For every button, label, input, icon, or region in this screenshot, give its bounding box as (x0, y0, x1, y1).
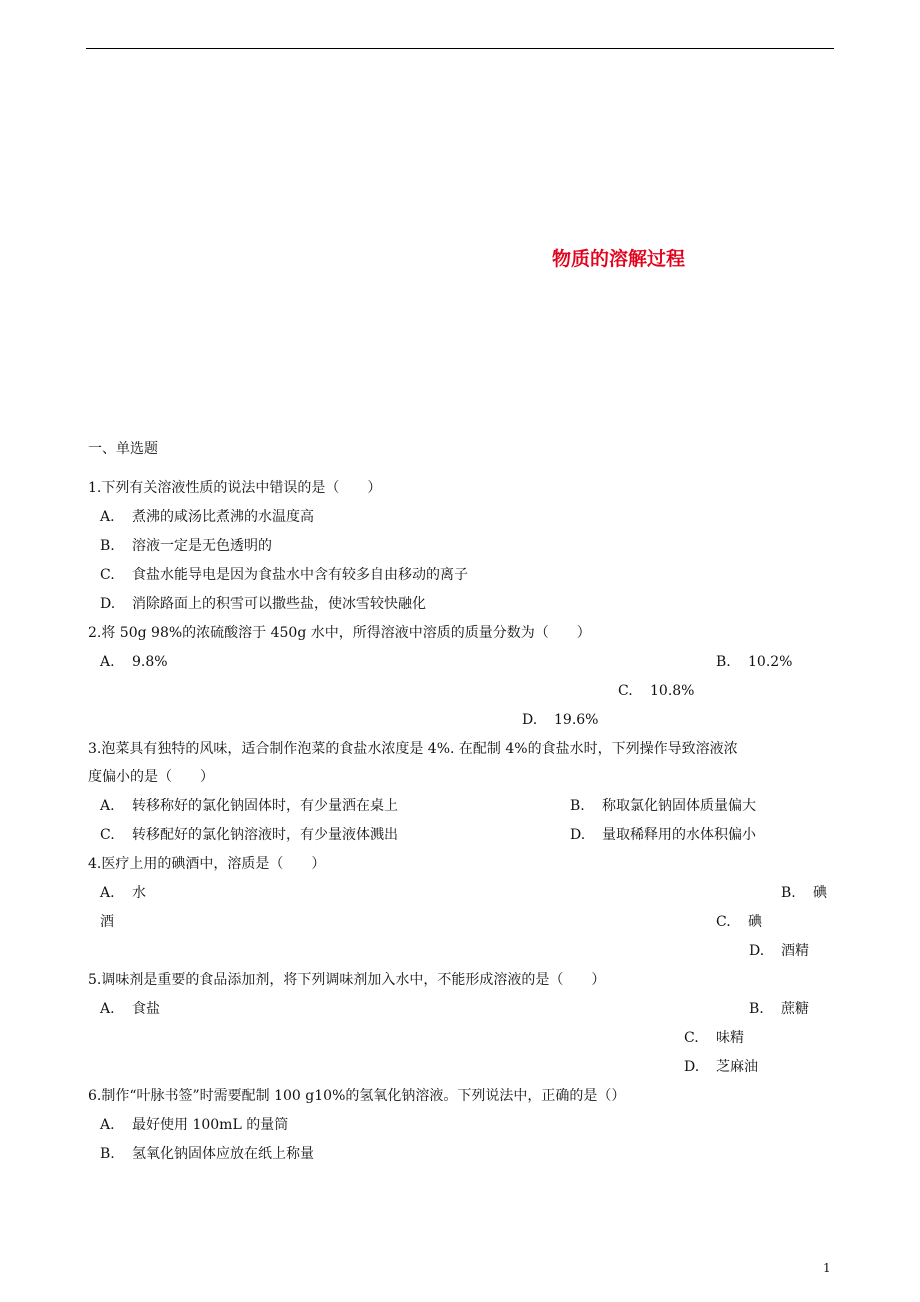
question-5-option-c[interactable]: C. 味精 (684, 1030, 744, 1046)
question-4-option-c[interactable]: C. 碘 (716, 914, 762, 930)
question-1-option-c[interactable]: C. 食盐水能导电是因为食盐水中含有较多自由移动的离子 (100, 567, 468, 583)
question-1-stem: 1.下列有关溶液性质的说法中错误的是（ ） (88, 480, 382, 496)
question-1-option-b[interactable]: B. 溶液一定是无色透明的 (100, 538, 272, 554)
question-5-option-b[interactable]: B. 蔗糖 (749, 1001, 809, 1017)
question-1-option-d[interactable]: D. 消除路面上的积雪可以撒些盐，使冰雪较快融化 (100, 596, 426, 612)
question-4-option-b[interactable]: B. 碘 (781, 885, 827, 901)
question-6-stem: 6.制作“叶脉书签”时需要配制 100 g10%的氢氧化钠溶液。下列说法中，正确的是（） (88, 1088, 626, 1104)
question-6-option-b[interactable]: B. 氢氧化钠固体应放在纸上称量 (100, 1146, 314, 1162)
question-4-option-a[interactable]: A. 水 (100, 885, 146, 901)
question-3-option-b[interactable]: B. 称取氯化钠固体质量偏大 (570, 798, 756, 814)
header-rule (86, 48, 834, 49)
question-2-option-a[interactable]: A. 9.8% (100, 654, 168, 670)
page-number: 1 (823, 1261, 831, 1275)
question-2-stem: 2.将 50g 98%的浓硫酸溶于 450g 水中，所得溶液中溶质的质量分数为（ ） (88, 625, 591, 641)
question-1-option-a[interactable]: A. 煮沸的咸汤比煮沸的水温度高 (100, 509, 314, 525)
section-heading: 一、单选题 (88, 441, 158, 457)
question-3-option-d[interactable]: D. 量取稀释用的水体积偏小 (570, 827, 756, 843)
question-3-stem-line-1: 3.泡菜具有独特的风味，适合制作泡菜的食盐水浓度是 4%. 在配制 4%的食盐水时，下列操作导致溶液浓 (88, 741, 738, 757)
question-3-option-c[interactable]: C. 转移配好的氯化钠溶液时，有少量液体溅出 (100, 827, 398, 843)
question-6-option-a[interactable]: A. 最好使用 100mL 的量筒 (100, 1117, 289, 1133)
question-4-option-b-wrap: 酒 (100, 914, 114, 930)
question-2-option-b[interactable]: B. 10.2% (716, 654, 793, 670)
question-5-stem: 5.调味剂是重要的食品添加剂，将下列调味剂加入水中，不能形成溶液的是（ ） (88, 972, 606, 988)
question-4-stem: 4.医疗上用的碘酒中，溶质是（ ） (88, 856, 326, 872)
question-5-option-a[interactable]: A. 食盐 (100, 1001, 160, 1017)
question-2-option-d[interactable]: D. 19.6% (522, 712, 599, 728)
question-4-option-d[interactable]: D. 酒精 (749, 943, 809, 959)
question-3-stem-line-2: 度偏小的是（ ） (88, 769, 214, 785)
question-3-option-a[interactable]: A. 转移称好的氯化钠固体时，有少量洒在桌上 (100, 798, 398, 814)
question-2-option-c[interactable]: C. 10.8% (618, 683, 695, 699)
question-5-option-d[interactable]: D. 芝麻油 (684, 1059, 758, 1075)
page-title: 物质的溶解过程 (552, 248, 686, 270)
